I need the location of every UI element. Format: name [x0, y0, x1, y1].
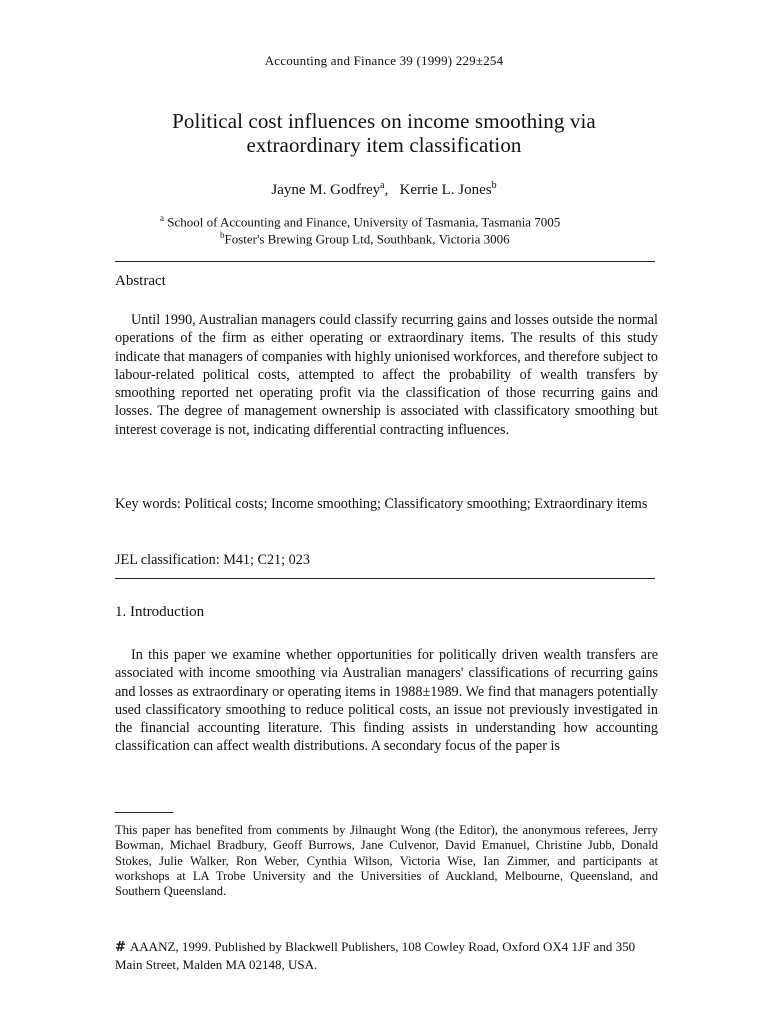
- introduction-body: [115, 646, 658, 756]
- abstract-text: Until 1990, Australian managers could classify recurring gains and losses outside the normal operations of the firm as either operating or extraordinary items. The results of this study indicate that managers of companies with highly unionised workforces, and therefore subject to labour-related political costs, attempted to affect the probability of wealth transfers by smoothing reported net operating profit via the classification of those recurring gains and losses. The degree of management ownership is associated with classificatory smoothing but interest coverage is not, indicating differential contracting influences.: [115, 312, 658, 438]
- affiliation-a-text: School of Accounting and Finance, University of Tasmania, Tasmania 7005: [167, 214, 561, 230]
- jel-classification: JEL classification: M41; C21; 023: [115, 552, 310, 568]
- author-1-affiliation-mark: a: [380, 180, 385, 191]
- author-separator: ,: [384, 182, 400, 198]
- introduction-heading: 1. Introduction: [115, 604, 205, 620]
- journal-citation: Accounting and Finance 39 (1999) 229±254: [264, 53, 504, 68]
- author-1-name: Jayne M. Godfrey: [271, 182, 381, 198]
- affiliation-b-mark: b: [220, 230, 225, 240]
- copyright-notice: [115, 939, 655, 973]
- copyright-symbol: #: [115, 940, 126, 955]
- abstract-body: [115, 311, 658, 439]
- introduction-text: In this paper we examine whether opportunities for politically driven wealth transfers are associated with income smoothing via Australian managers' classifications of recurring gains and losses as extraordinary or operating items in 1988±1989. We find that managers potentially used classificatory smoothing to reduce political costs, an issue not previously investigated in the financial accounting literature. This finding assists in understanding how accounting classification can affect wealth distributions. A secondary focus of the paper is: [115, 647, 658, 755]
- abstract-bottom-rule: [115, 578, 655, 579]
- keywords: Key words: Political costs; Income smoothing; Classificatory smoothing; Extraordinary items: [115, 496, 648, 512]
- affiliation-a-mark: a: [160, 213, 164, 223]
- author-2-affiliation-mark: b: [491, 180, 497, 191]
- author-2-name: Kerrie L. Jones: [399, 182, 492, 198]
- paper-title: [0, 109, 768, 157]
- abstract-top-rule: [115, 261, 655, 262]
- paper-title-line-1: Political cost influences on income smoothing via: [172, 109, 596, 133]
- paper-title-line-2: extraordinary item classification: [246, 133, 522, 157]
- footnote-rule: [115, 812, 173, 813]
- affiliation-b: [220, 227, 620, 247]
- copyright-text: AAANZ, 1999. Published by Blackwell Publishers, 108 Cowley Road, Oxford OX4 1JF and 350 Main Street, Malden MA 02148, USA.: [115, 939, 636, 972]
- acknowledgement-footnote: This paper has benefited from comments by Jilnaught Wong (the Editor), the anonymous referees, Jerry Bowman, Michael Bradbury, Geoff Burrows, Jane Culvenor, David Emanuel, Christine Jubb, Donald Stokes, Julie Walker, Ron Weber, Cynthia Wilson, Victoria Wise, Ian Zimmer, and participants at workshops at LA Trobe University and the Universities of Auckland, Melbourne, Queensland, and Southern Queensland.: [115, 823, 658, 899]
- abstract-heading: Abstract: [115, 273, 166, 289]
- author-list: [0, 180, 768, 199]
- affiliation-b-text: Foster's Brewing Group Ltd, Southbank, Victoria 3006: [224, 231, 510, 247]
